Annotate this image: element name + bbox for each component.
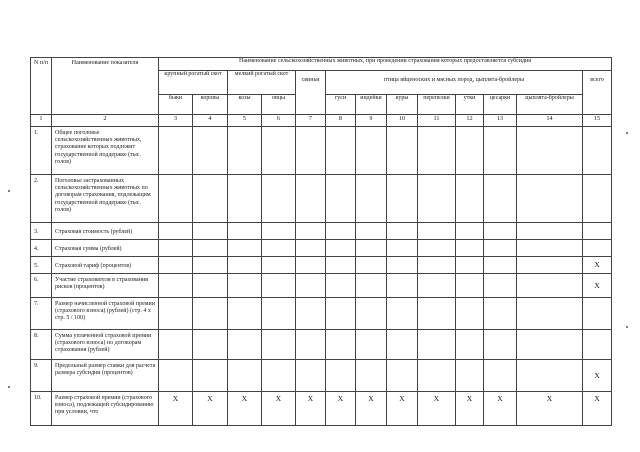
quails-header: перепелки xyxy=(418,95,456,115)
scan-speck xyxy=(8,386,10,388)
num-col-header: N п/п xyxy=(31,58,52,115)
total-cell xyxy=(583,175,612,223)
total-cell xyxy=(583,223,612,240)
large-cattle-header: крупный рогатый скот xyxy=(159,71,228,95)
col-number: 11 xyxy=(418,115,456,127)
col-number: 9 xyxy=(356,115,387,127)
indicator-col-header: Наименование показателя xyxy=(52,58,159,115)
pigs-header: свиньи xyxy=(296,71,326,115)
total-cell: X xyxy=(583,360,612,392)
col-number: 1 xyxy=(31,115,52,127)
col-number: 7 xyxy=(296,115,326,127)
total-cell xyxy=(583,298,612,330)
row-label: Страховая стоимость (рублей) xyxy=(52,223,159,240)
table-row xyxy=(31,360,612,392)
table-row xyxy=(31,240,612,257)
x-mark: X xyxy=(484,392,517,426)
x-mark: X xyxy=(456,392,484,426)
col-number: 2 xyxy=(52,115,159,127)
row-number: 1. xyxy=(31,127,52,175)
table-row xyxy=(31,127,612,175)
x-mark: X xyxy=(296,392,326,426)
row-number: 2. xyxy=(31,175,52,223)
row-number: 3. xyxy=(31,223,52,240)
header-row-1 xyxy=(31,58,612,71)
sheep-header: овцы xyxy=(262,95,296,115)
col-number: 13 xyxy=(484,115,517,127)
x-mark: X xyxy=(262,392,296,426)
row-number: 4. xyxy=(31,240,52,257)
column-number-row xyxy=(31,115,612,127)
total-cell: X xyxy=(583,392,612,426)
table-row xyxy=(31,223,612,240)
bulls-header: быки xyxy=(159,95,193,115)
ducks-header: утки xyxy=(456,95,484,115)
total-cell xyxy=(583,330,612,360)
row-label: Страховой тариф (процентов) xyxy=(52,257,159,274)
row-label: Поголовье застрахованных сельскохозяйственных животных по договорам страхования, подлежащим государственной поддержке (тыс. голов) xyxy=(52,175,159,223)
col-number: 10 xyxy=(387,115,418,127)
x-mark: X xyxy=(517,392,583,426)
small-cattle-header: мелкий рогатый скот xyxy=(228,71,296,95)
row-label: Общее поголовье сельскохозяйственных животных, страхование которых подлежит государственной поддержке (тыс. голов) xyxy=(52,127,159,175)
scan-speck xyxy=(8,190,10,192)
row-number: 6. xyxy=(31,274,52,298)
col-number: 3 xyxy=(159,115,193,127)
row-label: Сумма уплаченной страховой премии (страхового взноса) по договорам страхования (рублей) xyxy=(52,330,159,360)
table-row xyxy=(31,330,612,360)
row-number: 10. xyxy=(31,392,52,426)
total-header: всего xyxy=(583,71,612,115)
total-cell: X xyxy=(583,274,612,298)
col-number: 15 xyxy=(583,115,612,127)
cows-header: коровы xyxy=(193,95,228,115)
goats-header: козы xyxy=(228,95,262,115)
total-cell: X xyxy=(583,257,612,274)
turkeys-header: индейки xyxy=(356,95,387,115)
row-number: 7. xyxy=(31,298,52,330)
x-mark: X xyxy=(387,392,418,426)
row-label: Участие страхователя в страховании рисков (процентов) xyxy=(52,274,159,298)
col-number: 4 xyxy=(193,115,228,127)
broilers-header: цыплята-бройлеры xyxy=(517,95,583,115)
col-number: 14 xyxy=(517,115,583,127)
x-mark: X xyxy=(418,392,456,426)
row-label: Размер начисленной страховой премии (страхового взноса) (рублей) (стр. 4 x стр. 5 / 100) xyxy=(52,298,159,330)
table-row xyxy=(31,257,612,274)
col-number: 8 xyxy=(326,115,356,127)
x-mark: X xyxy=(228,392,262,426)
row-label: Размер страховой премии (страхового взноса), подлежащей субсидированию при условии, что xyxy=(52,392,159,426)
row-number: 8. xyxy=(31,330,52,360)
x-mark: X xyxy=(326,392,356,426)
col-number: 5 xyxy=(228,115,262,127)
row-label: Страховая сумма (рублей) xyxy=(52,240,159,257)
total-cell xyxy=(583,127,612,175)
row-number: 5. xyxy=(31,257,52,274)
scan-speck xyxy=(626,326,628,328)
poultry-header: птица яйценоских и мясных пород, цыплята-бройлеры xyxy=(326,71,583,95)
animals-group-header: Наименование сельскохозяйственных животных, при проведении страхования которых предоставляется субсидия xyxy=(159,58,612,71)
table-row xyxy=(31,274,612,298)
hens-header: куры xyxy=(387,95,418,115)
scan-speck xyxy=(626,132,628,134)
table-row xyxy=(31,392,612,426)
table-row xyxy=(31,175,612,223)
geese-header: гуси xyxy=(326,95,356,115)
col-number: 12 xyxy=(456,115,484,127)
guineafowl-header: цесарки xyxy=(484,95,517,115)
row-label: Предельный размер ставки для расчета размера субсидии (процентов) xyxy=(52,360,159,392)
col-number: 6 xyxy=(262,115,296,127)
row-number: 9. xyxy=(31,360,52,392)
x-mark: X xyxy=(159,392,193,426)
subsidy-table xyxy=(30,57,612,426)
x-mark: X xyxy=(193,392,228,426)
x-mark: X xyxy=(356,392,387,426)
total-cell xyxy=(583,240,612,257)
table-row xyxy=(31,298,612,330)
